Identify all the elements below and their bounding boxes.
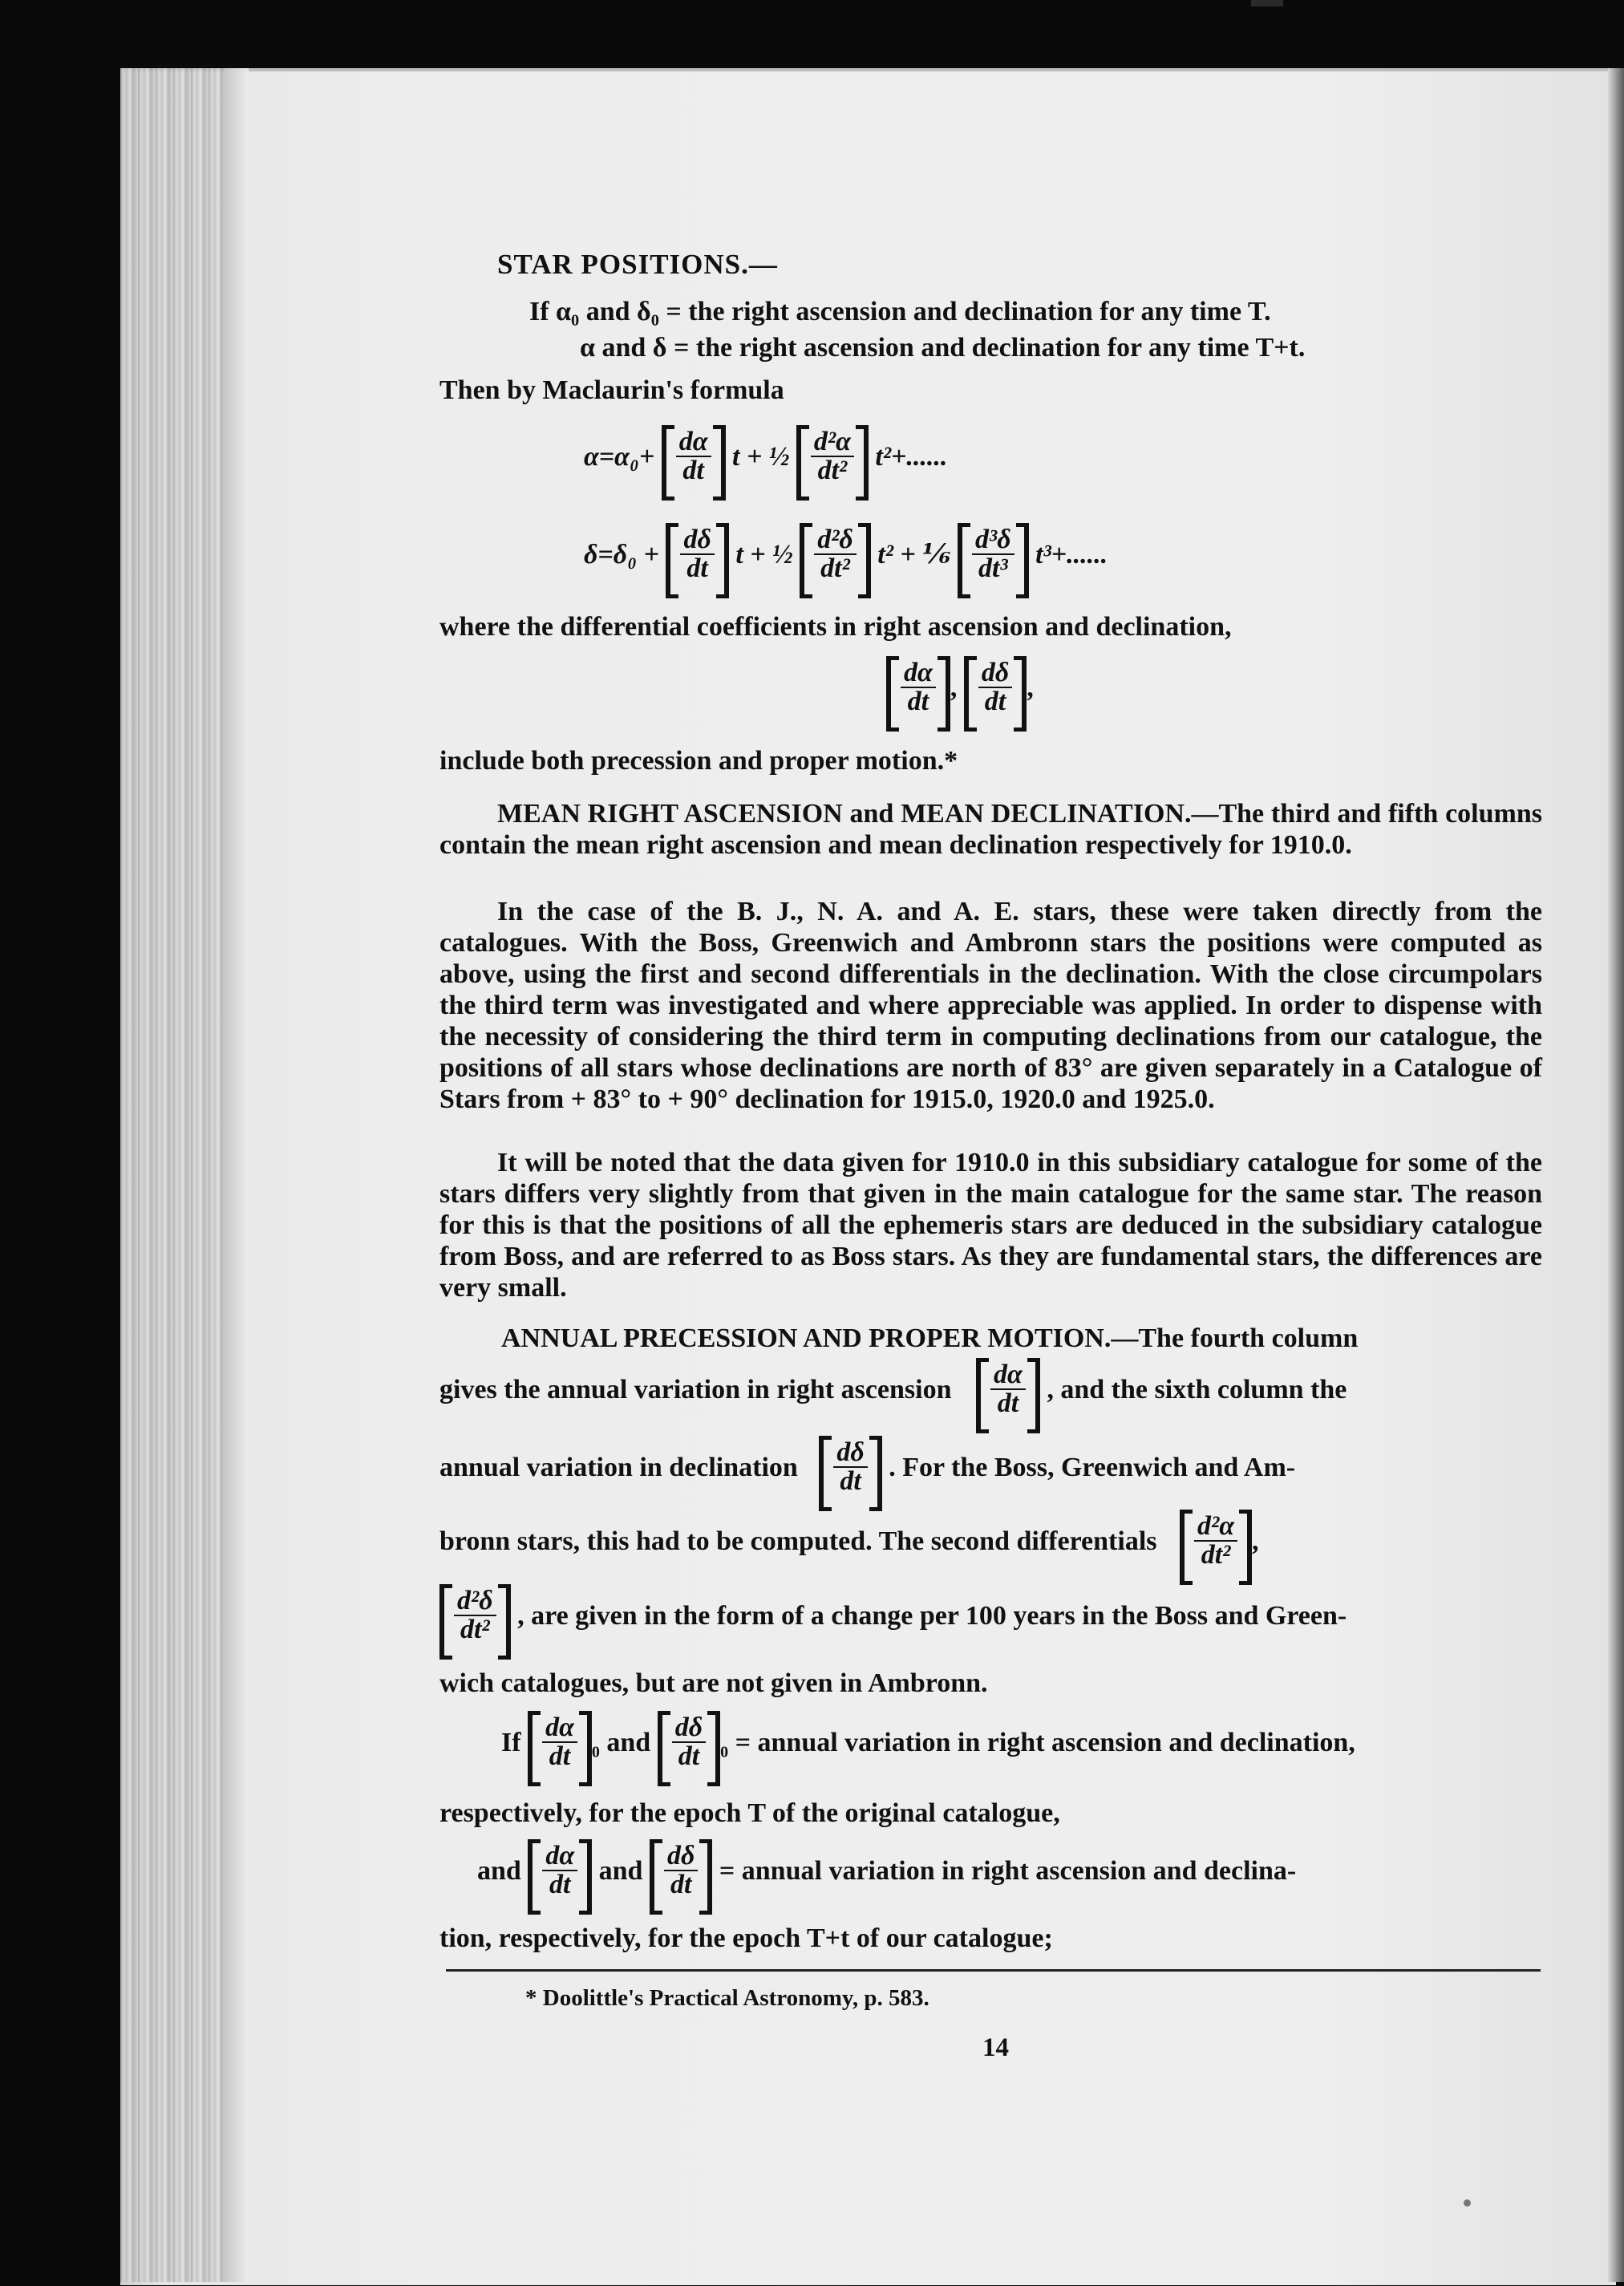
equation-delta [584,523,1108,590]
definition-line-2: α and δ = the right ascension and declination for any time T+t. [580,333,1306,363]
scan-artifact [1251,0,1283,6]
bracket-d2a-dt2: $\frac{\text{d²α}}{\text{dt²}}$ [796,425,869,492]
equation-alpha [584,425,947,492]
maclaurin-intro: Then by Maclaurin's formula [439,375,784,405]
annual-line-3: annual variation in declination $\frac{d\delta}{dt}$ . For the Boss, Greenwich and Am- [439,1436,1295,1503]
eq1-lhs: α=α₀+ [584,441,655,472]
page-right-edge [1608,68,1624,2282]
bracket-ddelta-dt: $\frac{d\delta}{dt}$ [666,523,728,590]
and-annual-variation-line: and $\frac{d\alpha}{dt}$ and $\frac{d\delta}{dt}$ = annual variation in right ascension and declina- [477,1839,1296,1907]
eq2-lhs: δ=δ₀ + [584,539,659,569]
coefficient-brackets: $\frac{d\alpha}{dt}$ , $\frac{d\delta}{dt}$ , [886,656,1034,723]
bracket-ddelta-dt: $\frac{d\delta}{dt}$ [650,1839,712,1907]
definition-line-1: If α₀ and δ₀ = the right ascension and declination for any time T. [529,297,1271,326]
annual-precession-heading: ANNUAL PRECESSION AND PROPER MOTION.—The fourth column [501,1323,1359,1353]
eq1-tail: t²+...... [875,441,948,472]
bracket-da-dt: $\frac{d\alpha}{dt}$ [662,425,726,492]
eq1-mid: t + ½ [732,441,790,472]
bracket-d2delta-dt2: $\frac{\text{d²δ}}{\text{dt²}}$ [800,523,871,590]
paragraph-mean-positions: MEAN RIGHT ASCENSION and MEAN DECLINATION.—The third and fifth columns contain the mean right ascension and mean declination respectively for 1910.0. [439,799,1542,860]
precession-note-line: include both precession and proper motion.* [439,746,958,776]
footnote-rule [446,1969,1541,1972]
if-annual-variation-line: If $\frac{d\alpha}{dt}$ $_0$ and $\frac{d\delta}{dt}$ $_0$ = annual variation in right ascension and declination, [501,1711,1355,1778]
bracket-da-dt: $\frac{d\alpha}{dt}$ [528,1839,592,1907]
annual-line-2: gives the annual variation in right ascension $\frac{d\alpha}{dt}$ , and the sixth column the [439,1358,1347,1425]
annual-line-5: $\frac{\text{d²δ}}{\text{dt²}}$ , are given in the form of a change per 100 years in the Boss and Green- [439,1584,1347,1652]
scan-speck [1464,2199,1471,2207]
annual-line-6: wich catalogues, but are not given in Ambronn. [439,1668,988,1698]
bracket-ddelta-dt: $\frac{d\delta}{dt}$ [819,1436,881,1503]
eq2-mid: t + ½ [735,539,793,569]
respectively-epoch-t-line: respectively, for the epoch T of the original catalogue, [439,1798,1060,1828]
bracket-d2a-dt2: $\frac{\text{d²α}}{\text{dt²}}$ [1180,1510,1252,1577]
eq2-tail: t³+...... [1035,539,1108,569]
epoch-t-plus-t-line: tion, respectively, for the epoch T+t of our catalogue; [439,1923,1053,1953]
bracket-d2delta-dt2: $\frac{\text{d²δ}}{\text{dt²}}$ [439,1584,511,1652]
bracket-da-dt: $\frac{d\alpha}{dt}$ [976,1358,1040,1425]
spine-shadow [225,68,249,2282]
book-spine-edge [120,68,225,2282]
annual-line-4: bronn stars, this had to be computed. The second differentials $\frac{\text{d²α}}{\text{dt²}}$ , [439,1510,1259,1577]
bracket-da-dt-zero: $\frac{d\alpha}{dt}$ [528,1711,592,1778]
page-number: 14 [982,2033,1009,2062]
section-heading-star-positions: STAR POSITIONS.— [497,249,778,280]
bracket-ddelta-dt: $\frac{d\delta}{dt}$ [964,656,1027,723]
footnote-doolittle: * Doolittle's Practical Astronomy, p. 583. [525,1985,929,2011]
eq2-mid2: t² + ⅙ [877,539,951,569]
bracket-d3delta-dt3: $\frac{\text{d³δ}}{\text{dt³}}$ [958,523,1029,590]
paragraph-catalogue-sources: In the case of the B. J., N. A. and A. E. stars, these were taken directly from the catalogues. With the Boss, Greenwich and Ambronn stars the positions were computed as above, using the first and second differentials in the declination. With the close circumpolars the third term was investigated and where appreciable was applied. In order to dispense with the necessity of considering the third term in computing declinations from our catalogue, the positions of all stars whose declinations are north of 83° are given separately in a Catalogue of Stars from + 83° to + 90° declination for 1915.0, 1920.0 and 1925.0. [439,897,1542,1114]
differential-coefficients-line: where the differential coefficients in right ascension and declination, [439,612,1232,642]
bracket-da-dt: $\frac{d\alpha}{dt}$ [886,656,950,723]
bracket-ddelta-dt-zero: $\frac{d\delta}{dt}$ [658,1711,720,1778]
paragraph-subsidiary-catalogue: It will be noted that the data given for 1910.0 in this subsidiary catalogue for some of the stars differs very slightly from that given in the main catalogue for the same star. The reason for this is that the positions of all the ephemeris stars are deduced in the subsidiary catalogue from Boss, and are referred to as Boss stars. As they are fundamental stars, the differences are very small. [439,1148,1542,1303]
